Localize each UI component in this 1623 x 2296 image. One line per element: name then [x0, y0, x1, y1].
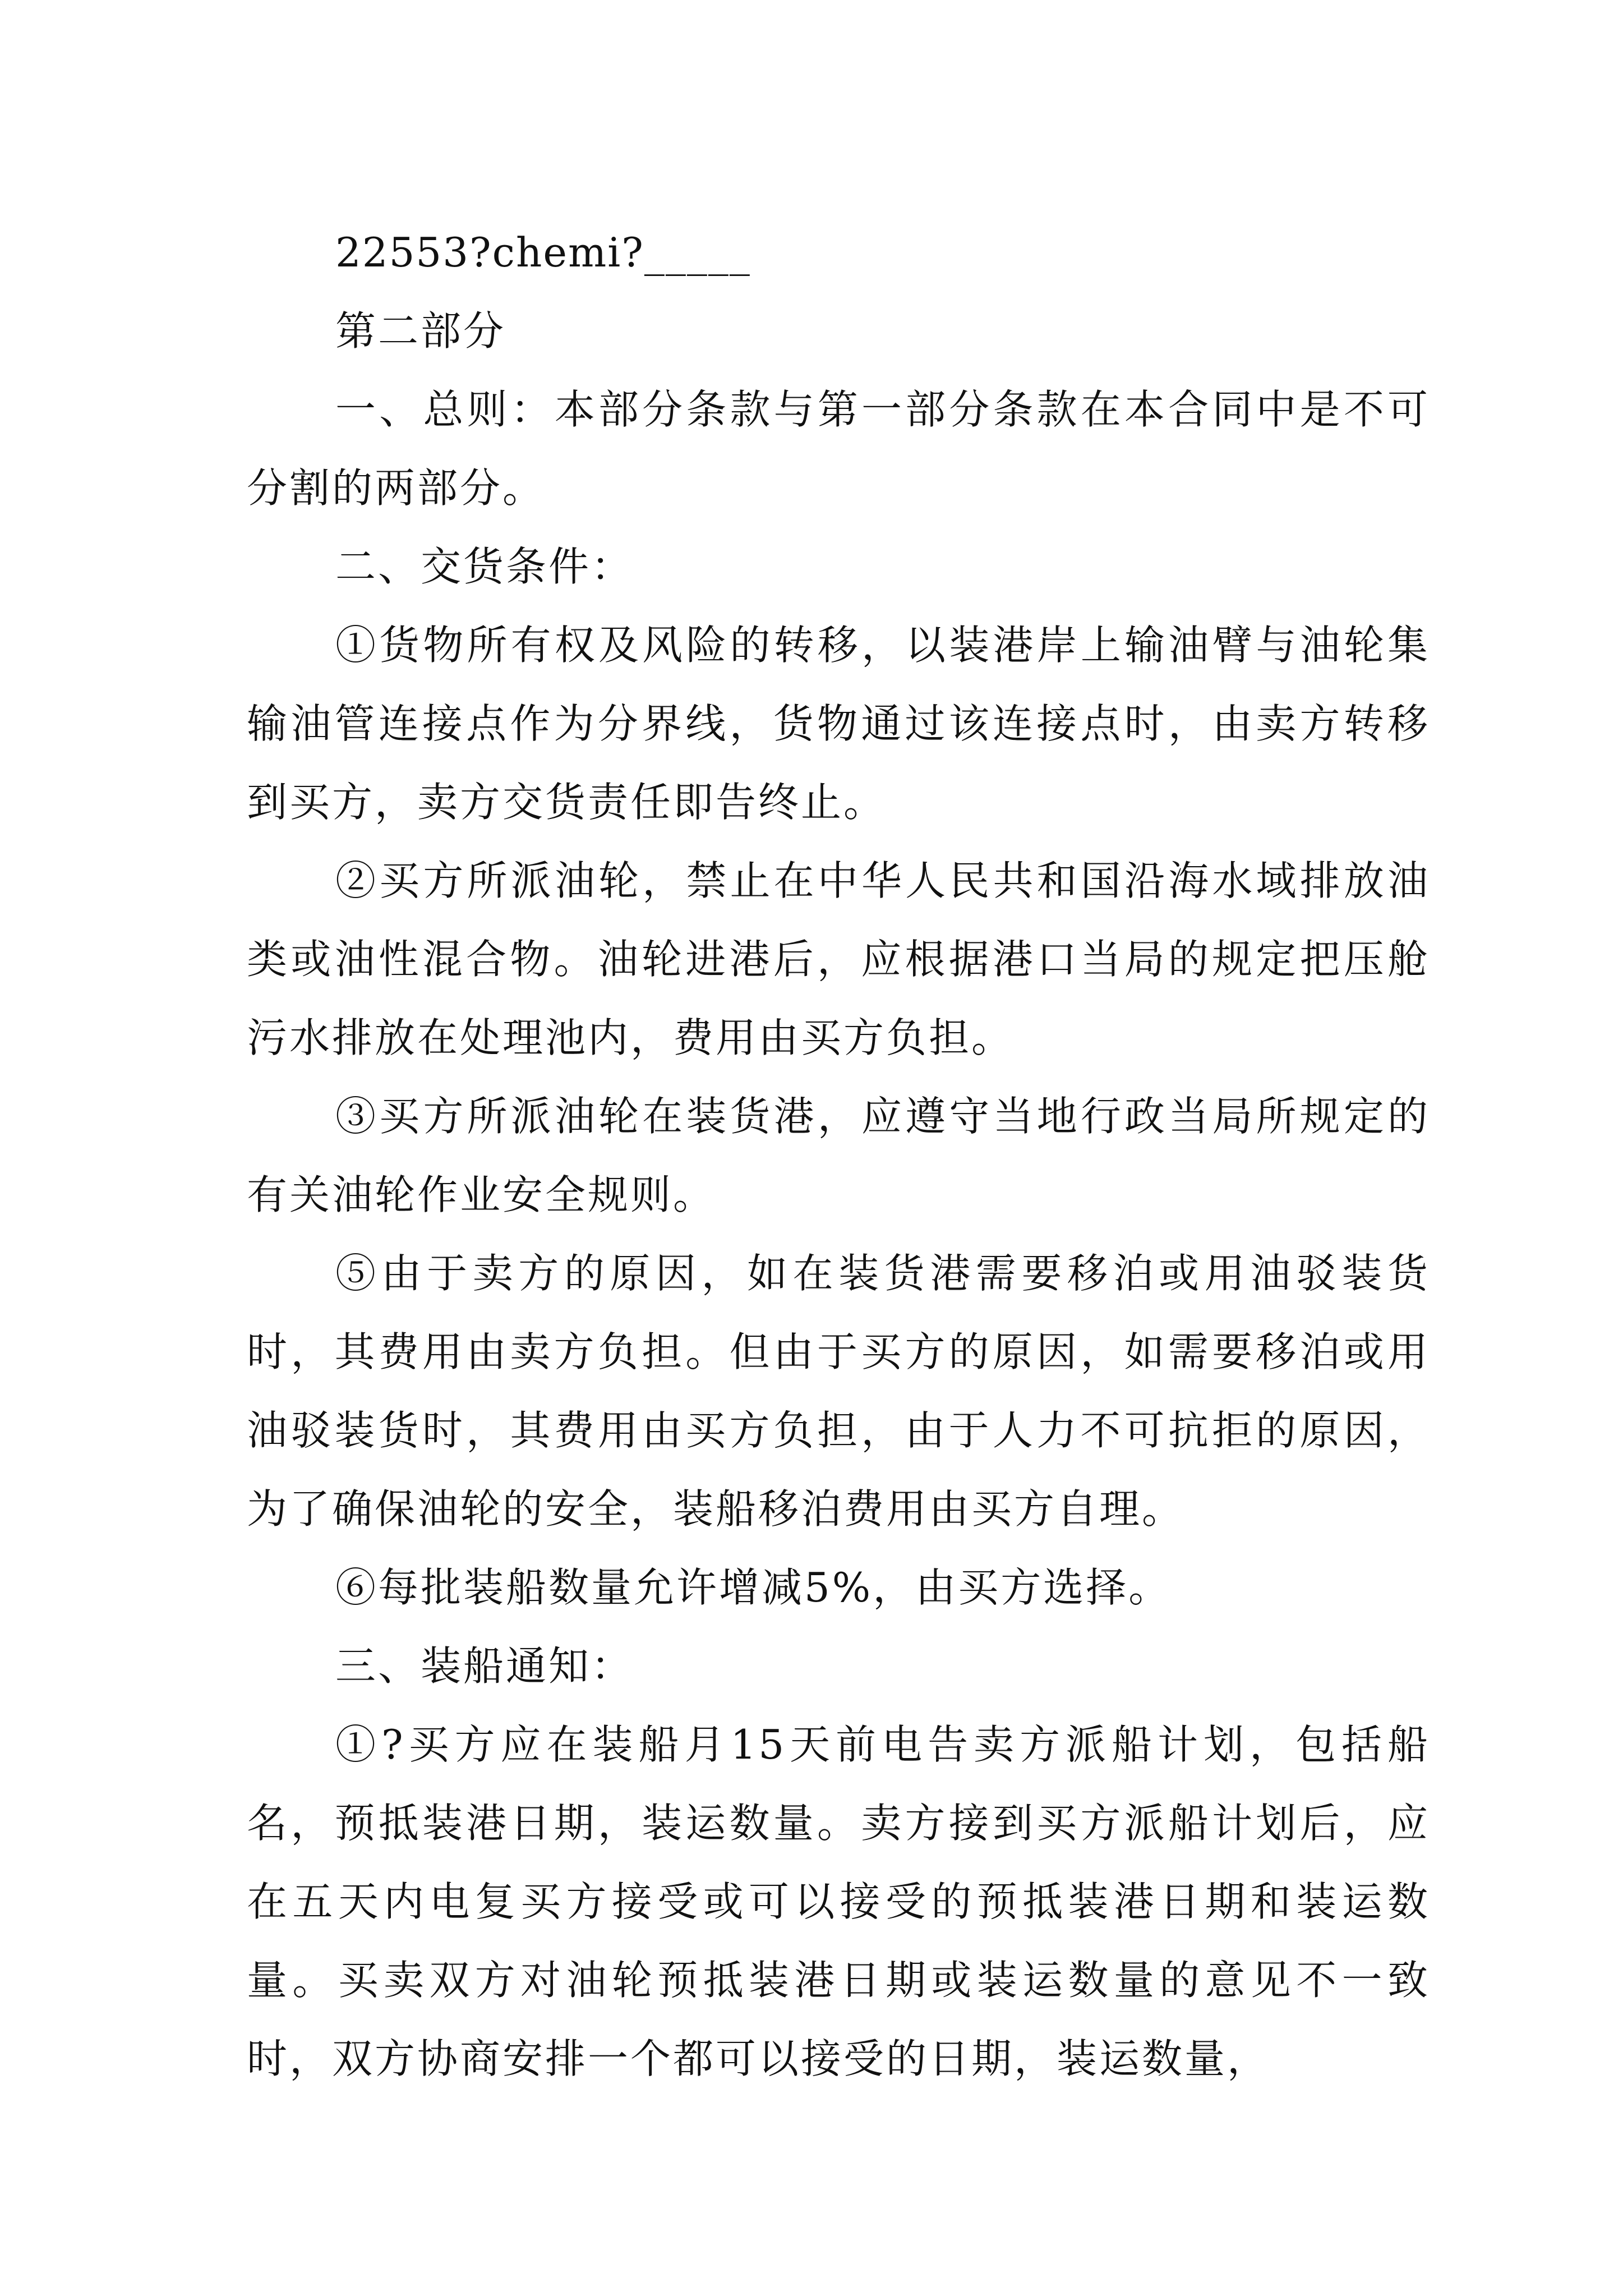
section-heading-shipment-notice: 三、装船通知：	[335, 1642, 634, 1690]
section-heading-delivery-terms: 二、交货条件：	[335, 543, 634, 590]
clause-delivery-item-2: ②买方所派油轮，禁止在中华人民共和国沿海水域排放油类或油性混合物。油轮进港后，应根据港口当局的规定把压舱污水排放在处理池内，费用由买方负担。	[247, 857, 1430, 1061]
document-body	[247, 213, 1430, 2098]
section-heading-part-two: 第二部分	[335, 307, 506, 355]
reference-code-line: 22553?chemi?_____	[335, 229, 751, 276]
clause-delivery-item-6: ⑥每批装船数量允许增减5%，由买方选择。	[335, 1564, 1172, 1611]
clause-delivery-item-1: ①货物所有权及风险的转移，以装港岸上输油臂与油轮集输油管连接点作为分界线，货物通过该连接点时，由卖方转移到买方，卖方交货责任即告终止。	[247, 622, 1430, 826]
clause-shipment-notice-item-1: ①?买方应在装船月15天前电告卖方派船计划，包括船名，预抵装港日期，装运数量。卖方接到买方派船计划后，应在五天内电复买方接受或可以接受的预抵装港日期和装运数量。买卖双方对油轮预抵装港日期或装运数量的意见不一致时，双方协商安排一个都可以接受的日期，装运数量，	[247, 1721, 1430, 2082]
clause-general-principles: 一、总则：本部分条款与第一部分条款在本合同中是不可分割的两部分。	[247, 386, 1430, 512]
clause-delivery-item-5: ⑤由于卖方的原因，如在装货港需要移泊或用油驳装货时，其费用由卖方负担。但由于买方的原因，如需要移泊或用油驳装货时，其费用由买方负担，由于人力不可抗拒的原因，为了确保油轮的安全，装船移泊费用由买方自理。	[247, 1250, 1430, 1533]
clause-delivery-item-3: ③买方所派油轮在装货港，应遵守当地行政当局所规定的有关油轮作业安全规则。	[247, 1093, 1430, 1218]
